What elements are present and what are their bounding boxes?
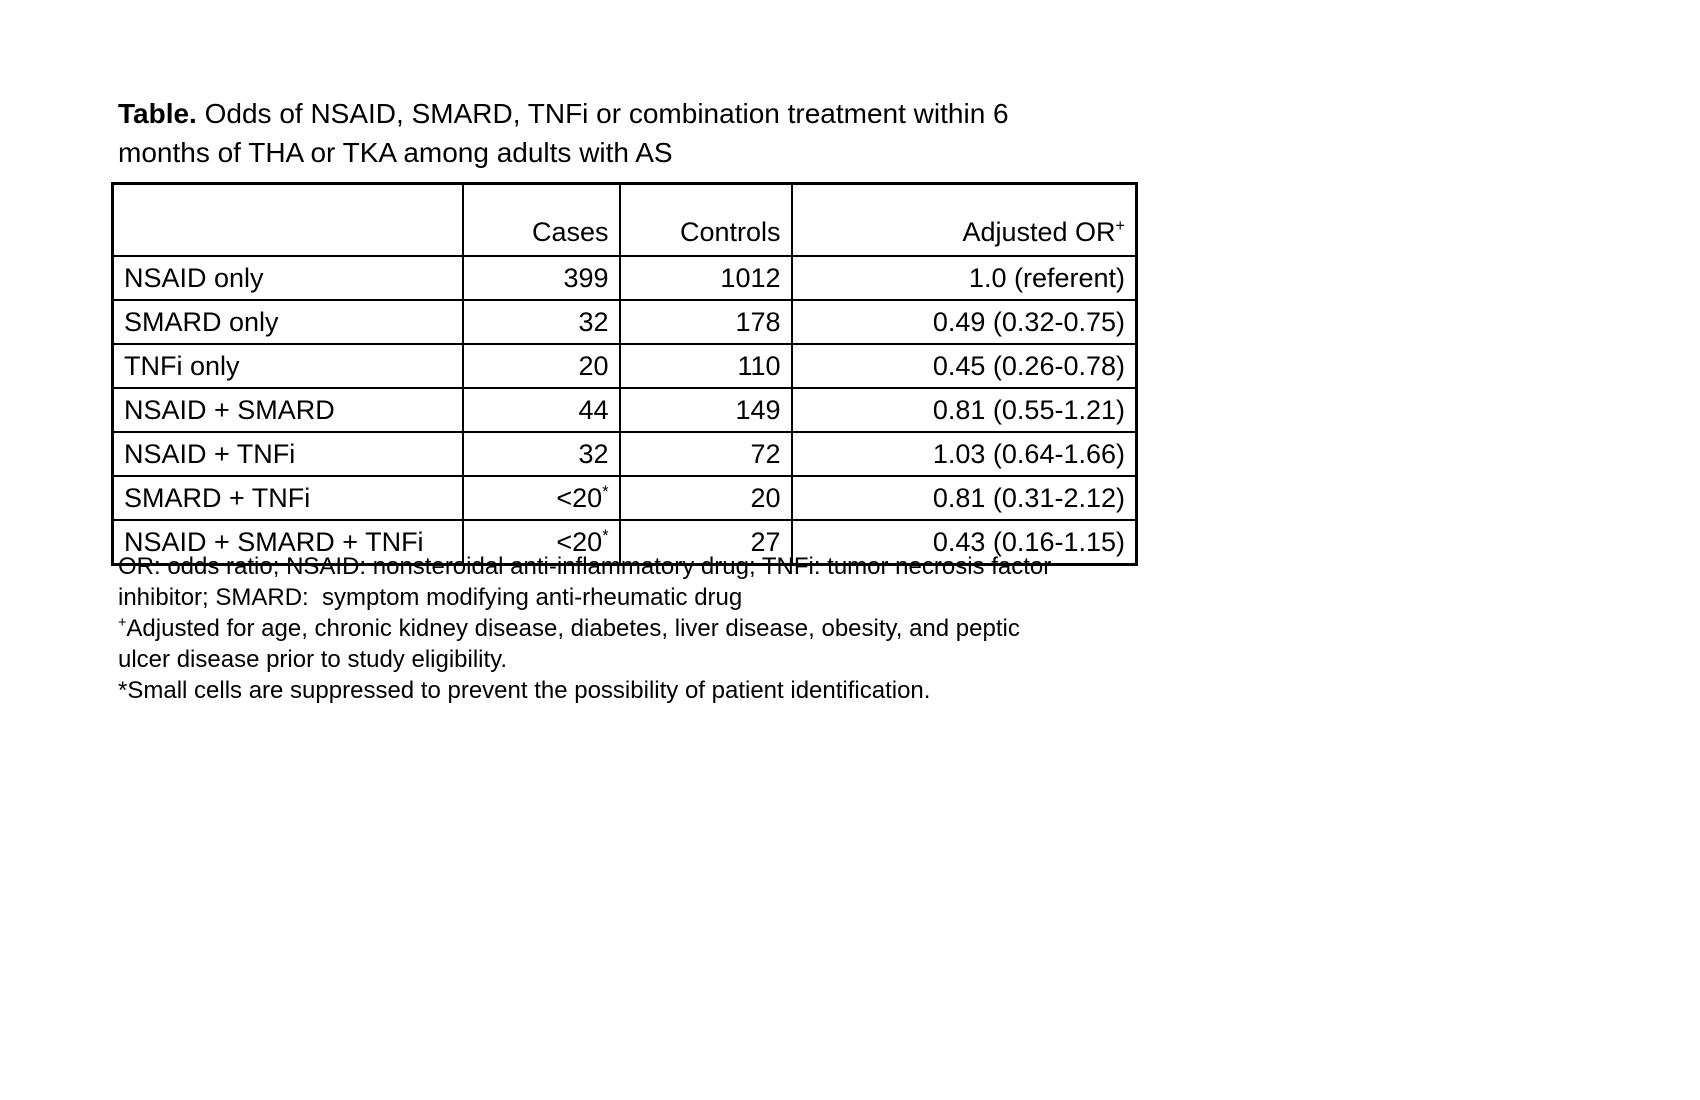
footnote-abbreviations (118, 551, 1051, 613)
row-label: NSAID + SMARD + TNFi (113, 520, 463, 565)
cases-number: 44 (578, 394, 609, 425)
col-header-controls: Controls (620, 184, 792, 257)
adjusted-or-value: 0.45 (0.26-0.78) (792, 344, 1137, 388)
cases-number: 20 (578, 350, 609, 381)
table-row-nsaid-only (113, 256, 1137, 300)
table-row-tnfi-only (113, 344, 1137, 388)
controls-value: 149 (620, 388, 792, 432)
adjusted-or-value: 0.81 (0.55-1.21) (792, 388, 1137, 432)
footnote-suppressed-line1: Small cells are suppressed to prevent the possibility of patient identification. (127, 677, 931, 704)
controls-value: 1012 (620, 256, 792, 300)
footnote-abbreviations-line1: OR: odds ratio; NSAID: nonsteroidal anti-inflammatory drug; TNFi: tumor necrosis factor (118, 553, 1052, 580)
adjusted-or-value: 0.43 (0.16-1.15) (792, 520, 1137, 565)
row-label: SMARD + TNFi (113, 476, 463, 520)
table-title-line1: Odds of NSAID, SMARD, TNFi or combination treatment within 6 (196, 98, 1009, 129)
adjusted-or-value: 1.0 (referent) (792, 256, 1137, 300)
asterisk-superscript: * (602, 482, 609, 501)
adjusted-or-value: 0.81 (0.31-2.12) (792, 476, 1137, 520)
dagger-plus-superscript: + (118, 615, 127, 631)
footnote-abbreviations-line2: inhibitor; SMARD: symptom modifying anti-rheumatic drug (118, 584, 743, 611)
dagger-plus-superscript: + (1115, 217, 1125, 235)
adjusted-or-value: 1.03 (0.64-1.66) (792, 432, 1137, 476)
footnote-suppressed (118, 675, 1051, 706)
controls-value: 110 (620, 344, 792, 388)
cases-value (463, 388, 620, 432)
cases-number: 399 (563, 262, 609, 293)
asterisk-prefix: * (118, 677, 128, 704)
row-label: NSAID only (113, 256, 463, 300)
cases-value (463, 300, 620, 344)
adjusted-or-value: 0.49 (0.32-0.75) (792, 300, 1137, 344)
footnote-adjusted (118, 613, 1051, 675)
controls-value: 20 (620, 476, 792, 520)
table-title-prefix: Table. (118, 98, 197, 129)
table-title (118, 94, 1009, 172)
table-row-smard-tnfi (113, 476, 1137, 520)
adjusted-or-label: Adjusted OR (962, 217, 1116, 247)
row-label: NSAID + TNFi (113, 432, 463, 476)
cases-value (463, 256, 620, 300)
cases-value (463, 476, 620, 520)
controls-value: 72 (620, 432, 792, 476)
footnote-adjusted-line1: Adjusted for age, chronic kidney disease, diabetes, liver disease, obesity, and peptic (126, 615, 1020, 642)
table-title-line2: months of THA or TKA among adults with AS (118, 137, 673, 168)
controls-value: 27 (620, 520, 792, 565)
asterisk-superscript: * (602, 526, 609, 545)
odds-table (111, 182, 1138, 566)
cases-number: <20 (556, 482, 603, 513)
footnote-adjusted-line2: ulcer disease prior to study eligibility. (118, 646, 508, 673)
table-row-nsaid-tnfi (113, 432, 1137, 476)
row-label: NSAID + SMARD (113, 388, 463, 432)
col-header-cases: Cases (463, 184, 620, 257)
col-header-adjusted-or (792, 184, 1137, 257)
row-label: TNFi only (113, 344, 463, 388)
cases-number: <20 (556, 526, 603, 557)
cases-number: 32 (578, 306, 609, 337)
footnotes (118, 551, 1051, 706)
col-header-empty (113, 184, 463, 257)
cases-number: 32 (578, 438, 609, 469)
cases-value (463, 432, 620, 476)
table-row-nsaid-smard (113, 388, 1137, 432)
controls-value: 178 (620, 300, 792, 344)
row-label: SMARD only (113, 300, 463, 344)
header-row (113, 184, 1137, 257)
table-row-smard-only (113, 300, 1137, 344)
cases-value (463, 344, 620, 388)
